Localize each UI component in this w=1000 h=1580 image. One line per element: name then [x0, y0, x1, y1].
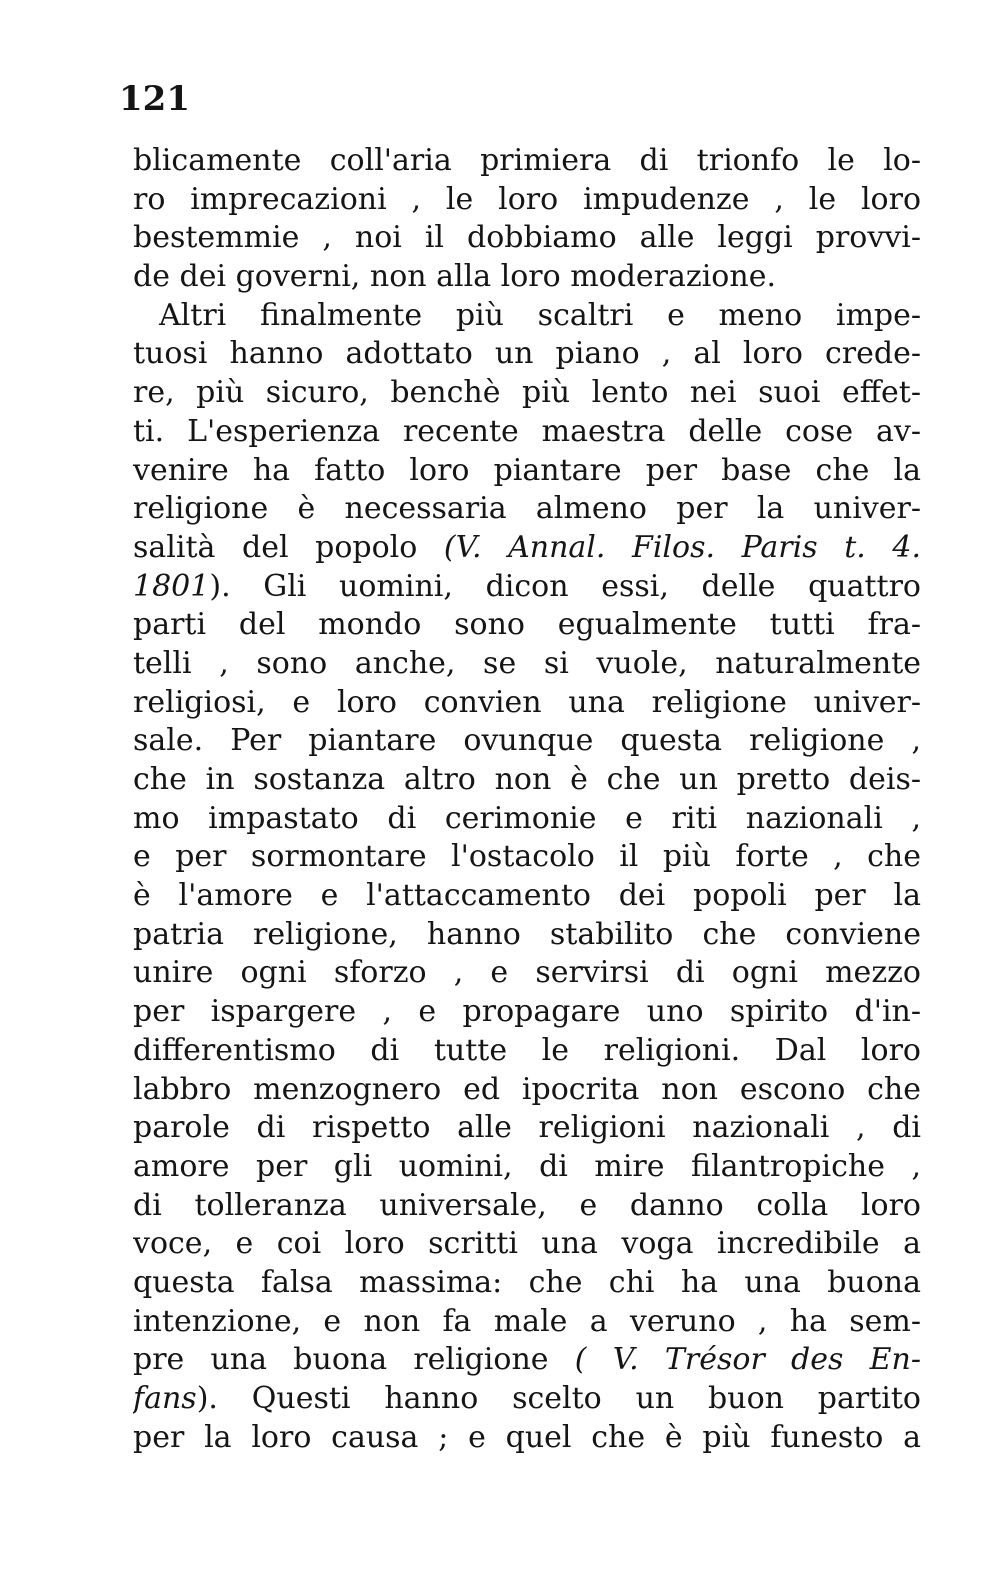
- line-text: parole di rispetto alle religioni nazionali , di: [133, 1110, 921, 1146]
- text-line: [133, 1032, 921, 1071]
- text-line: [133, 684, 921, 723]
- line-text: parti del mondo sono egualmente tutti fra-: [133, 607, 921, 643]
- text-line: [133, 219, 921, 258]
- text-line: [133, 297, 921, 336]
- line-text: differentismo di tutte le religioni. Dal loro: [133, 1032, 921, 1068]
- line-text: per la loro causa ; e quel che è più funesto a: [133, 1419, 921, 1455]
- page-number: 121: [119, 79, 190, 119]
- text-line: [133, 258, 921, 297]
- text-line: [133, 335, 921, 374]
- text-line: [133, 1187, 921, 1226]
- body-text: [133, 142, 921, 1457]
- line-text: intenzione, e non fa male a veruno , ha sem-: [133, 1303, 921, 1339]
- text-line: [133, 529, 921, 568]
- line-text: è l'amore e l'attaccamento dei popoli per la: [133, 878, 921, 914]
- line-text: voce, e coi loro scritti una voga incredibile a: [133, 1226, 921, 1262]
- line-text: ro imprecazioni , le loro impudenze , le loro: [133, 181, 921, 217]
- line-text: religiosi, e loro convien una religione univer-: [133, 684, 921, 720]
- text-line: [133, 645, 921, 684]
- text-line: [133, 1071, 921, 1110]
- citation-fragment: 1801: [133, 568, 210, 604]
- line-text: de dei governi, non alla loro moderazione.: [133, 259, 776, 295]
- text-line: [133, 1419, 921, 1458]
- line-text: questa falsa massima: che chi ha una buona: [133, 1264, 921, 1300]
- text-line: [133, 568, 921, 607]
- line-text: ti. L'esperienza recente maestra delle cose av-: [133, 413, 921, 449]
- text-line: [133, 374, 921, 413]
- line-text: telli , sono anche, se si vuole, naturalmente: [133, 645, 921, 681]
- line-text: re, più sicuro, benchè più lento nei suoi effet-: [133, 375, 921, 411]
- line-text: ). Questi hanno scelto un buon partito: [196, 1381, 921, 1416]
- text-line: [133, 993, 921, 1032]
- line-text: venire ha fatto loro piantare per base che la: [133, 452, 921, 488]
- citation-fragment: ( V. Trésor des En-: [574, 1342, 921, 1378]
- text-line: [133, 722, 921, 761]
- line-text: unire ogni sforzo , e servirsi di ogni mezzo: [133, 955, 921, 991]
- line-text: che in sostanza altro non è che un pretto deis-: [133, 762, 921, 797]
- text-line: [133, 877, 921, 916]
- line-text: mo impastato di cerimonie e riti nazionali ,: [133, 800, 921, 836]
- citation-fragment: (V. Annal. Filos. Paris t. 4.: [443, 529, 921, 565]
- line-text: blicamente coll'aria primiera di trionfo le lo-: [133, 143, 921, 178]
- line-text: religione è necessaria almeno per la univer-: [133, 491, 921, 527]
- line-text: e per sormontare l'ostacolo il più forte , che: [133, 839, 921, 875]
- text-line: [133, 916, 921, 955]
- text-line: [133, 1148, 921, 1187]
- line-text: sale. Per piantare ovunque questa religione ,: [133, 723, 921, 759]
- line-text: Altri finalmente più scaltri e meno impe-: [159, 297, 921, 333]
- text-line: [133, 490, 921, 529]
- text-line: [133, 452, 921, 491]
- text-line: [133, 1109, 921, 1148]
- text-line: [133, 1380, 921, 1419]
- text-line: [133, 954, 921, 993]
- line-text: di tolleranza universale, e danno colla loro: [133, 1187, 921, 1223]
- text-line: [133, 761, 921, 800]
- text-line: [133, 800, 921, 839]
- line-text: patria religione, hanno stabilito che conviene: [133, 916, 921, 952]
- citation-fragment: fans: [133, 1381, 197, 1416]
- text-line: [133, 1225, 921, 1264]
- text-line: [133, 1341, 921, 1380]
- line-text: labbro menzognero ed ipocrita non escono che: [133, 1071, 921, 1107]
- text-line: [133, 606, 921, 645]
- text-line: [133, 413, 921, 452]
- line-text: amore per gli uomini, di mire filantropiche ,: [133, 1148, 921, 1184]
- line-text: per ispargere , e propagare uno spirito d'in-: [133, 994, 921, 1030]
- text-line: [133, 1264, 921, 1303]
- text-line: [133, 181, 921, 220]
- text-line: [133, 1303, 921, 1342]
- line-text: tuosi hanno adottato un piano , al loro crede-: [133, 336, 921, 372]
- line-text: pre una buona religione: [133, 1342, 575, 1378]
- line-text: bestemmie , noi il dobbiamo alle leggi provvi-: [133, 220, 921, 256]
- text-line: [133, 142, 921, 181]
- text-line: [133, 838, 921, 877]
- line-text: salità del popolo: [133, 529, 444, 565]
- line-text: ). Gli uomini, dicon essi, delle quattro: [209, 568, 921, 604]
